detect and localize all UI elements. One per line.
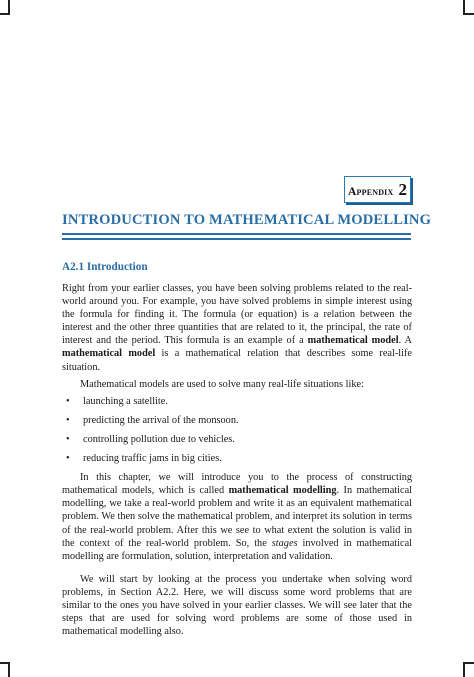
list-item: • reducing traffic jams in big cities. [62,452,412,465]
appendix-badge [344,176,411,203]
paragraph-modelling-text-a: In this chapter, we will introduce you to the process of constructing mathematical models, which is called [62,472,412,497]
paragraph-intro [62,282,412,374]
crop-mark-bottom-right-vertical [463,662,465,677]
bullet-list [62,395,412,465]
paragraph-uses: Mathematical models are used to solve many real-life situations like: [80,378,364,390]
crop-mark-top-left-vertical [8,0,10,13]
list-item: • predicting the arrival of the monsoon. [62,414,412,427]
list-item: • controlling pollution due to vehicles. [62,433,412,446]
term-mathematical-modelling: mathematical modelling [228,485,337,497]
crop-mark-top-right-vertical [463,0,465,13]
appendix-label: Appendix [348,186,394,198]
title-rule-bottom [62,238,411,240]
page-body [62,282,412,638]
paragraph-modelling [62,471,412,563]
paragraph-intro-text-c: . A [398,335,412,347]
term-mathematical-model-definition: mathematical model [62,348,156,360]
page-title: INTRODUCTION TO MATHEMATICAL MODELLING [62,212,432,228]
crop-mark-top-right-horizontal [463,13,474,15]
paragraph-intro-text-a: Right from your earlier classes, you have been solving problems related to the real-world around you. For example, you have solved problems in simple interest using the formula for finding it. The formula (or equation) is a relation between the interest and the other three quantities that are related to it, the principal, the rate of interest and the period. This formula is an example of a [62,283,412,347]
crop-mark-top-left-horizontal [0,13,10,15]
paragraph-modelling-text-c: . In mathematical modelling, we take a real-world problem and write it as an equivalent mathematical problem. We then solve the mathematical problem, and interpret its solution in terms of the real-world problem. After this we see to what extent the solution is valid in the context of the real-world problem. So, the [62,485,413,549]
term-mathematical-model: mathematical model [307,335,399,347]
paragraph-intro-text-e: is a mathematical relation that describes some real-life situation. [62,348,412,373]
section-heading: A2.1 Introduction [62,261,148,273]
crop-mark-bottom-left-vertical [8,662,10,677]
term-stages: stages [271,537,298,549]
paragraph-word-problems: We will start by looking at the process you undertake when solving word problems, in Section A2.2. Here, we will discuss some word problems that are similar to the ones you have solved in your earlier classes. We will see later that the steps that are used for solving word problems are some of those used in mathematical modelling also. [62,573,412,638]
appendix-number: 2 [398,180,407,199]
paragraph-modelling-text-e: involved in mathematical modelling are formulation, solution, interpretation and validation. [62,537,413,562]
list-item: • launching a satellite. [62,395,412,408]
title-rule-top [62,233,411,235]
